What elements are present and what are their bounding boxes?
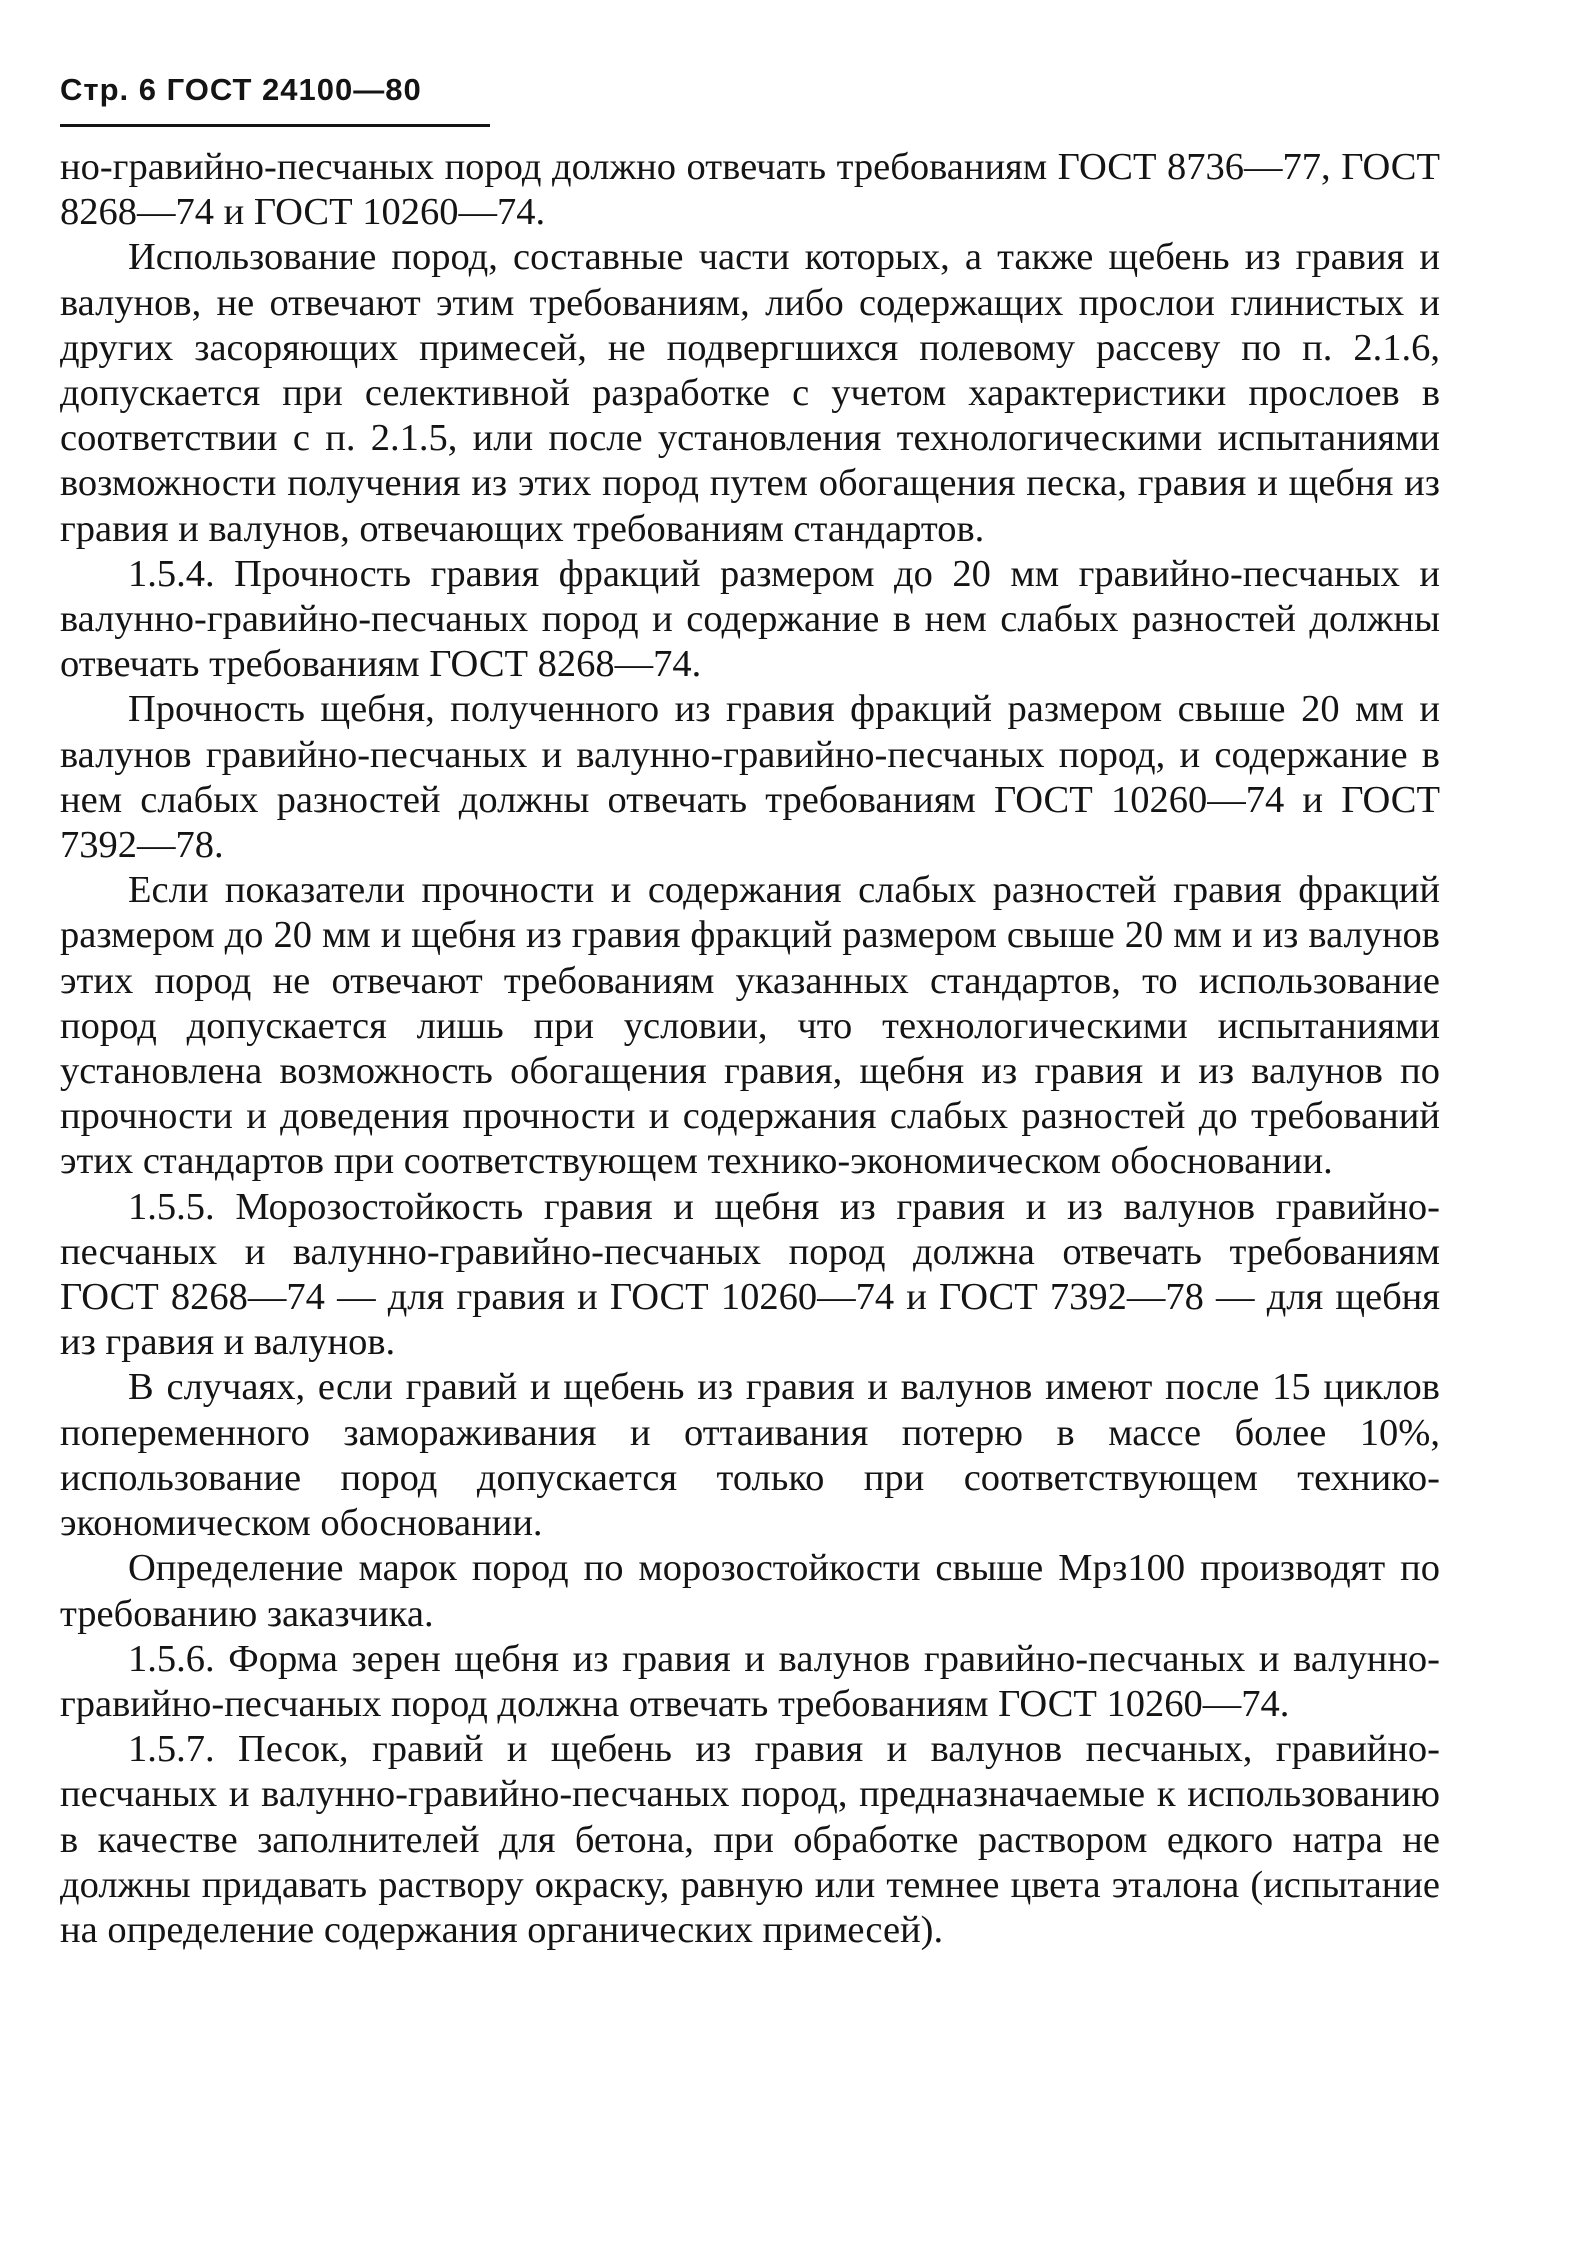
document-body [60, 145, 1440, 1953]
header-rule [60, 124, 490, 127]
paragraph: Использование пород, составные части которых, а также щебень из гравия и валунов, не отвечают этим требованиям, либо содержащих прослои глинистых и других засоряющих примесей, не подвергшихся полевому рассеву по п. 2.1.6, допускается при селективной разработке с учетом характеристики прослоев в соответствии с п. 2.1.5, или после установления технологическими испытаниями возможности получения из этих пород путем обогащения песка, гравия и щебня из гравия и валунов, отвечающих требованиям стандартов. [60, 236, 1440, 550]
paragraph: Прочность щебня, полученного из гравия фракций размером свыше 20 мм и валунов гравийно-песчаных и валунно-гравийно-песчаных пород, и содержание в нем слабых разностей должны отвечать требованиям ГОСТ 10260—74 и ГОСТ 7392—78. [60, 688, 1440, 867]
paragraph: Определение марок пород по морозостойкости свыше Мрз100 производят по требованию заказчика. [60, 1547, 1440, 1635]
paragraph-continuation: но-гравийно-песчаных пород должно отвечать требованиям ГОСТ 8736—77, ГОСТ 8268—74 и ГОСТ 10260—74. [60, 146, 1440, 234]
paragraph: В случаях, если гравий и щебень из гравия и валунов имеют после 15 циклов попеременного замораживания и оттаивания потерю в массе более 10%, использование пород допускается только при соответствующем технико-экономическом обосновании. [60, 1366, 1440, 1545]
document-page [60, 70, 1440, 1953]
clause-1-5-5: 1.5.5. Морозостойкость гравия и щебня из гравия и из валунов гравийно-песчаных и валунно-гравийно-песчаных пород должна отвечать требованиям ГОСТ 8268—74 — для гравия и ГОСТ 10260—74 и ГОСТ 7392—78 — для щебня из гравия и валунов. [60, 1185, 1440, 1364]
paragraph: Если показатели прочности и содержания слабых разностей гравия фракций размером до 20 мм и щебня из гравия фракций размером свыше 20 мм и из валунов этих пород не отвечают требованиям указанных стандартов, то использование пород допускается лишь при условии, что технологическими испытаниями установлена возможность обогащения гравия, щебня из гравия и из валунов по прочности и доведения прочности и содержания слабых разностей до требований этих стандартов при соответствующем технико-экономическом обосновании. [60, 869, 1440, 1183]
clause-1-5-4: 1.5.4. Прочность гравия фракций размером до 20 мм гравийно-песчаных и валунно-гравийно-песчаных пород и содержание в нем слабых разностей должны отвечать требованиям ГОСТ 8268—74. [60, 552, 1440, 686]
clause-1-5-7: 1.5.7. Песок, гравий и щебень из гравия и валунов песчаных, гравийно-песчаных и валунно-гравийно-песчаных пород, предназначаемые к использованию в качестве заполнителей для бетона, при обработке раствором едкого натра не должны придавать раствору окраску, равную или темнее цвета эталона (испытание на определение содержания органических примесей). [60, 1728, 1440, 1951]
page-header: Стр. 6 ГОСТ 24100—80 [60, 72, 422, 107]
clause-1-5-6: 1.5.6. Форма зерен щебня из гравия и валунов гравийно-песчаных и валунно-гравийно-песчаных пород должна отвечать требованиям ГОСТ 10260—74. [60, 1637, 1440, 1725]
